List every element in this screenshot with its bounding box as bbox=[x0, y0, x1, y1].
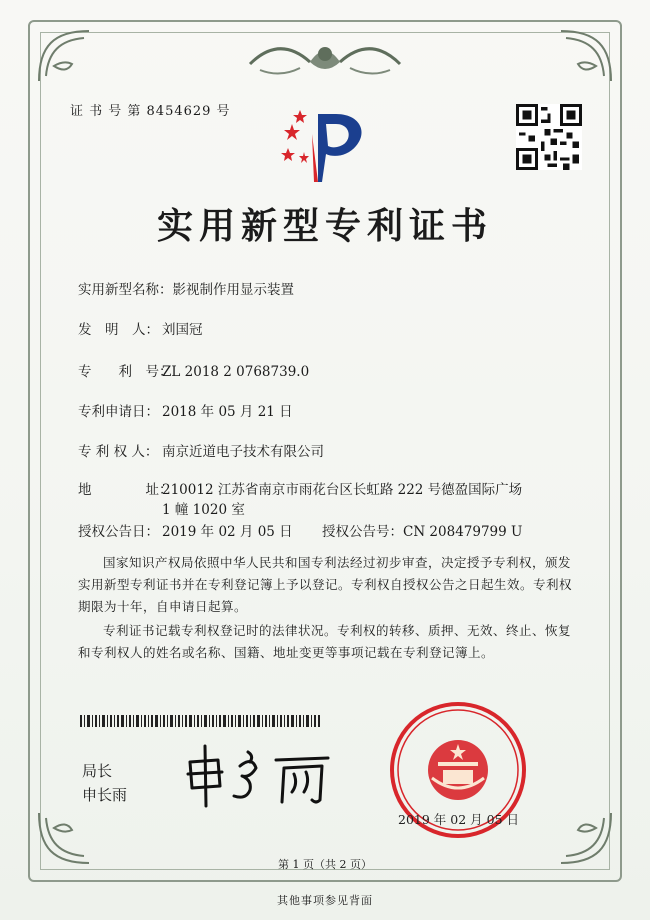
field-value: 刘国冠 bbox=[162, 322, 203, 338]
qr-code-icon bbox=[516, 104, 582, 170]
field-label: 专 利 权 人： bbox=[78, 444, 159, 460]
field-label: 专 利 号： bbox=[78, 364, 173, 380]
signer-title: 局长 bbox=[82, 762, 113, 780]
field-value: 影视制作用显示装置 bbox=[172, 282, 294, 298]
field-grant-announce-date bbox=[78, 520, 293, 540]
seal-date: 2019 年 02 月 05 日 bbox=[398, 812, 519, 827]
certificate-title: 实用新型专利证书 bbox=[156, 205, 493, 247]
field-value: 2019 年 02 月 05 日 bbox=[162, 524, 293, 540]
corner-ornament-top-left bbox=[34, 26, 104, 86]
field-label: 实用新型名称： bbox=[78, 282, 173, 298]
field-inventor bbox=[78, 318, 203, 338]
signature-icon bbox=[178, 740, 348, 810]
field-value: CN 208479799 U bbox=[403, 524, 523, 540]
field-filing-date bbox=[78, 400, 293, 420]
field-label: 发 明 人： bbox=[78, 322, 159, 338]
field-patent-no bbox=[78, 360, 309, 380]
footer-note: 其他事项参见背面 bbox=[277, 894, 373, 907]
statement-paragraph-1: 国家知识产权局依照中华人民共和国专利法经过初步审查，决定授予专利权，颁发实用新型专利证书并在专利登记簿上予以登记。专利权自授权公告之日起生效。专利权期限为十年，自申请日起算。 bbox=[78, 555, 573, 614]
field-value: ZL 2018 2 0768739.0 bbox=[162, 364, 310, 380]
field-value: 南京近道电子技术有限公司 bbox=[162, 444, 324, 460]
field-value: 210012 江苏省南京市雨花台区长虹路 222 号德盈国际广场 bbox=[162, 482, 523, 498]
field-address-line2: 1 幢 1020 室 bbox=[162, 502, 245, 518]
field-label: 授权公告号： bbox=[322, 524, 403, 540]
top-ornament bbox=[240, 34, 410, 82]
field-grant-announce-no bbox=[322, 520, 522, 540]
corner-ornament-top-right bbox=[546, 26, 616, 86]
field-patentee bbox=[78, 440, 324, 460]
field-label: 授权公告日： bbox=[78, 524, 159, 540]
cnipa-logo-icon bbox=[278, 104, 376, 184]
page-number: 第 1 页（共 2 页） bbox=[278, 858, 372, 871]
field-label: 专利申请日： bbox=[78, 404, 159, 420]
signer-name: 申长雨 bbox=[82, 786, 128, 804]
field-value: 2018 年 05 月 21 日 bbox=[162, 404, 293, 420]
field-utility-model-name bbox=[78, 278, 294, 298]
field-address bbox=[78, 478, 522, 498]
field-label: 地 址： bbox=[78, 482, 173, 498]
statement-paragraph-2: 专利证书记载专利权登记时的法律状况。专利权的转移、质押、无效、终止、恢复和专利权人的姓名或名称、国籍、地址变更等事项记载在专利登记簿上。 bbox=[78, 623, 572, 660]
certificate-number: 证 书 号 第 8454629 号 bbox=[70, 104, 231, 119]
barcode-icon bbox=[80, 712, 320, 724]
